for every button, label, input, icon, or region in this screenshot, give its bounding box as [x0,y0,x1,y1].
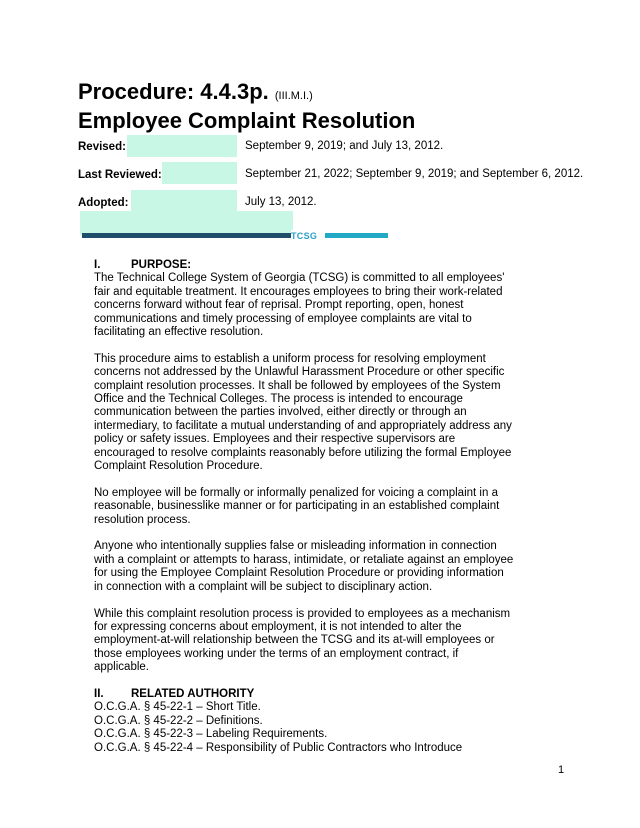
purpose-heading [94,259,514,272]
page-title: Employee Complaint Resolution [78,108,416,133]
procedure-code: (III.M.I.) [274,90,313,102]
procedure-number-line [78,80,415,108]
purpose-paragraph: Anyone who intentionally supplies false or misleading information in connection with a complaint or attempts to harass, intimidate, or retaliate against an employee for using the Employee Complaint Resolution Procedure or providing information in connection with a complaint will be subject to disciplinary action. [94,540,514,593]
procedure-number: Procedure: 4.4.3p. [78,79,269,104]
reviewed-highlight [162,162,237,184]
header-divider-accent [324,233,388,238]
page-number: 1 [558,764,565,776]
purpose-paragraph: The Technical College System of Georgia (TCSG) is committed to all employees' fair and equitable treatment. It encourages employees to bring their work-related concerns forward without fear of reprisal. Prompt reporting, open, honest communications and timely processing of employee complaints are vital to facilitating an effective resolution. [94,272,505,339]
last-reviewed-label: Last Reviewed: [78,169,162,181]
authority-number: II. [94,687,104,700]
authority-item: O.C.G.A. § 45-22-3 – Labeling Requirements. [94,728,328,741]
authority-item: O.C.G.A. § 45-22-1 – Short Title. [94,701,261,714]
revised-highlight [127,135,237,157]
revised-value: September 9, 2019; and July 13, 2012. [245,140,444,152]
tcsg-logo: TCSG [291,230,325,242]
purpose-paragraph: This procedure aims to establish a uniform process for resolving employment concerns not addressed by the Unlawful Harassment Procedure or other specific complaint resolution processes. It shall be followed by employees of the System Office and the Technical Colleges. The process is intended to encourage communication between the parties involved, either directly or through an intermediary, to facilitate a mutual understanding of and appropriately address any policy or safety issues. Employees and their respective supervisors are encouraged to resolve complaints reasonably before utilizing the formal Employee Complaint Resolution Procedure. [94,352,512,473]
adopted-highlight [131,190,237,212]
purpose-number: I. [94,259,101,271]
authority-item: O.C.G.A. § 45-22-2 – Definitions. [94,714,263,727]
purpose-paragraph: No employee will be formally or informally penalized for voicing a complaint in a reasonable, businesslike manner or for participating in an established complaint resolution process. [94,486,500,526]
document-body [94,259,514,755]
title-block [78,80,415,134]
authority-title: RELATED AUTHORITY [131,687,255,700]
authority-list [94,701,514,755]
adopted-label: Adopted: [78,197,129,209]
purpose-title: PURPOSE: [131,259,192,271]
revised-label: Revised: [78,141,126,153]
purpose-paragraph: While this complaint resolution process is provided to employees as a mechanism for expressing concerns about employment, it is not intended to alter the employment-at-will relationship between the TCSG and its at-will employees or those employees working under the terms of an employment contract, if applicable. [94,607,511,674]
authority-item: O.C.G.A. § 45-22-4 – Responsibility of Public Contractors who Introduce [94,741,463,754]
adopted-value: July 13, 2012. [245,196,317,208]
related-authority-heading [94,688,514,701]
band-highlight [80,211,293,235]
last-reviewed-value: September 21, 2022; September 9, 2019; and September 6, 2012. [245,168,584,180]
